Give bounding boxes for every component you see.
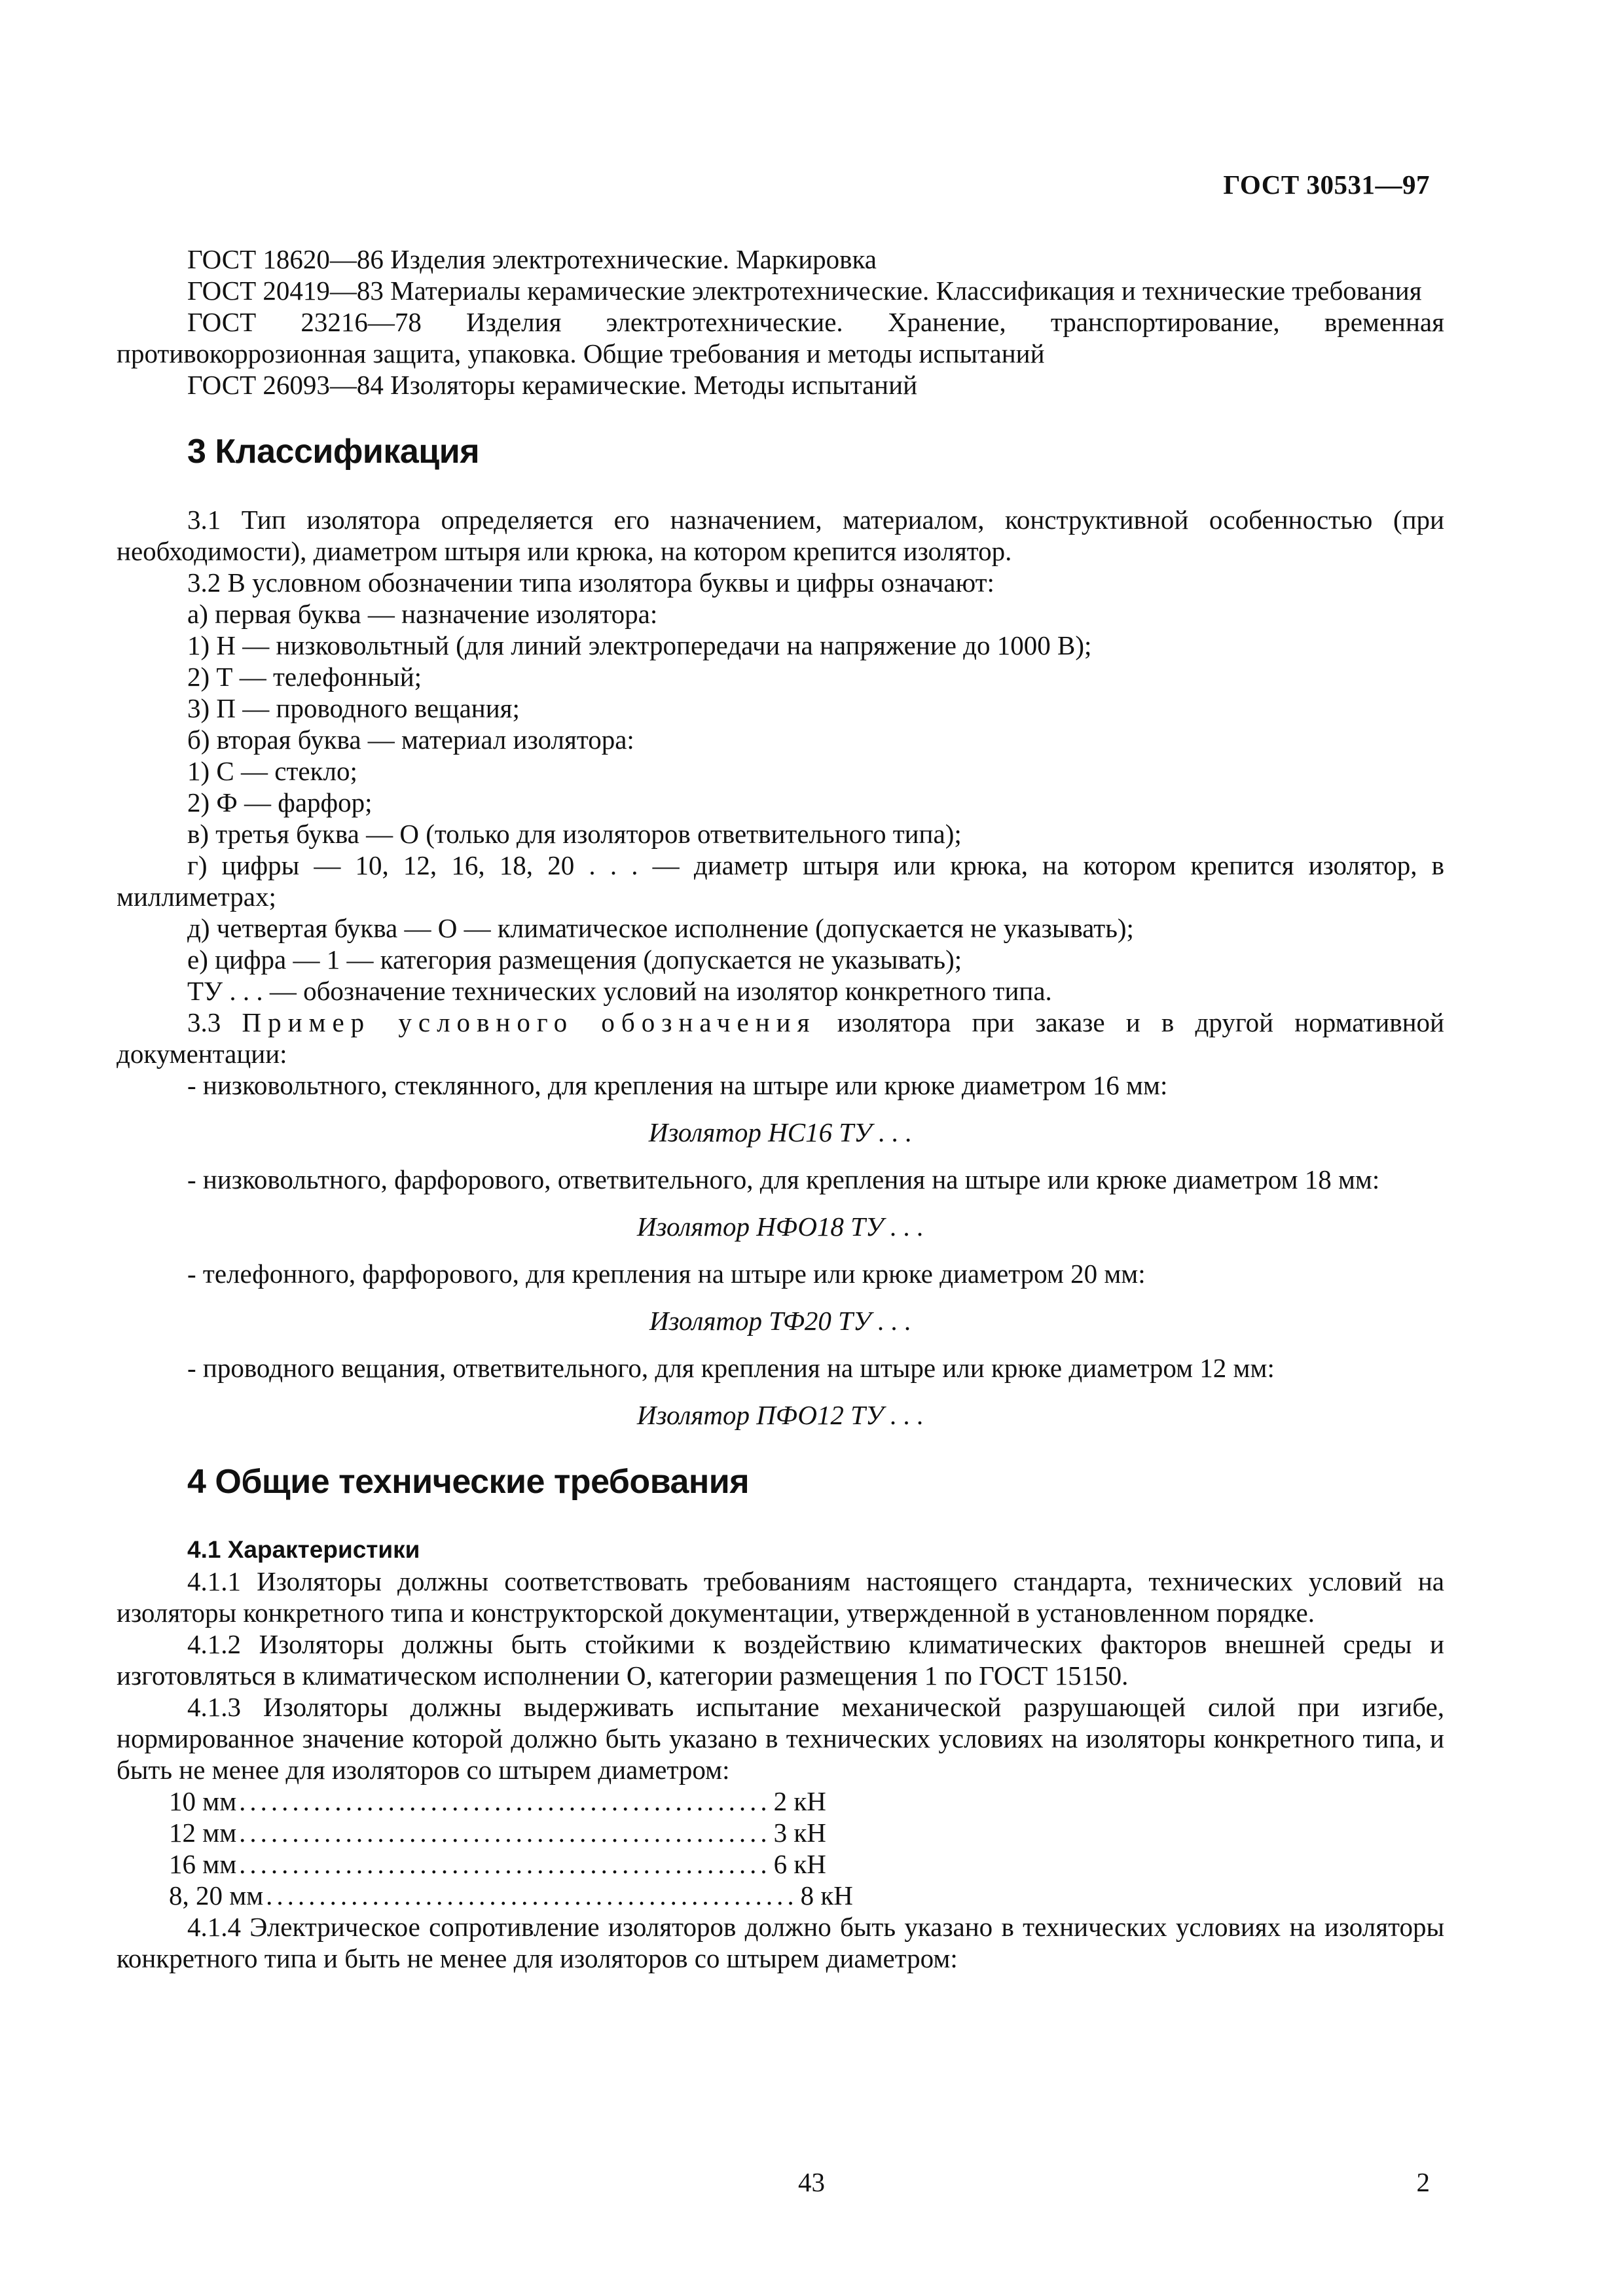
section-3-title: 3 Классификация [187,433,480,471]
doc-header: ГОСТ 30531—97 [1223,170,1430,200]
list-line: е) цифра — 1 — категория размещения (допускается не указывать); [187,944,962,975]
paragraph-4-1-3: 4.1.3 Изоляторы должны выдерживать испытание механической разрушающей силой при изгибе, нормированное значение которой должно быть указано в технических условиях на изоляторы конкретного типа, и быть не менее для изоляторов со штырем диаметром: [117,1692,1444,1785]
dot-leader: .................................................. [266,1880,798,1910]
force-list [117,1785,1444,1911]
list-line: 2) Ф — фарфор; [187,787,373,817]
subsection-4-1-title: 4.1 Характеристики [187,1536,420,1563]
list-line: г) цифры — 10, 12, 16, 18, 20 . . . — диаметр штыря или крюка, на котором крепится изолятор, в миллиметрах; [117,850,1444,912]
force-value: 6 кН [773,1849,826,1879]
paragraph-4-1-2: 4.1.2 Изоляторы должны быть стойкими к воздействию климатических факторов внешней среды и изготовляться в климатическом исполнении О, категории размещения 1 по ГОСТ 15150. [117,1629,1444,1691]
example-designation: Изолятор ПФО12 ТУ . . . [636,1400,924,1430]
force-row [169,1817,826,1848]
force-value: 3 кН [773,1818,826,1848]
page-number-center: 43 [798,2167,825,2197]
force-diameter: 8, 20 мм [169,1880,264,1910]
force-diameter: 16 мм [169,1849,237,1879]
dot-leader: .................................................. [239,1849,771,1879]
force-row [169,1785,826,1817]
force-row [169,1848,826,1880]
paragraph-4-1-1: 4.1.1 Изоляторы должны соответствовать требованиям настоящего стандарта, технических условий на изоляторы конкретного типа и конструкторской документации, утвержденной в установленном порядке. [117,1566,1444,1628]
example-description: - низковольтного, фарфорового, ответвительного, для крепления на штыре или крюке диаметром 18 мм: [187,1164,1380,1194]
reference-item: ГОСТ 18620—86 Изделия электротехнические. Маркировка [187,244,877,274]
list-line: в) третья буква — О (только для изоляторов ответвительного типа); [187,819,962,849]
example-description: - низковольтного, стеклянного, для крепления на штыре или крюке диаметром 16 мм: [187,1070,1168,1100]
force-value: 8 кН [800,1880,853,1910]
list-line: б) вторая буква — материал изолятора: [187,725,634,755]
document-body [117,243,1444,1974]
paragraph-3-3-text: изолятора при заказе и в другой нормативной документации: [117,1007,1444,1069]
paragraph-3-3-spaced-term: Пример условного обозначения [242,1007,816,1037]
reference-item: ГОСТ 26093—84 Изоляторы керамические. Методы испытаний [187,370,918,400]
paragraph-3-3-number: 3.3 [187,1007,221,1037]
list-line: ТУ . . . — обозначение технических условий на изолятор конкретного типа. [187,976,1052,1006]
dot-leader: .................................................. [239,1786,771,1816]
page-number-right: 2 [1416,2167,1430,2197]
reference-item: ГОСТ 23216—78 Изделия электротехнические. Хранение, транспортирование, временная противокоррозионная защита, упаковка. Общие требования и методы испытаний [117,307,1444,368]
force-diameter: 12 мм [169,1818,237,1848]
example-description: - телефонного, фарфорового, для крепления на штыре или крюке диаметром 20 мм: [187,1259,1146,1289]
references-list [117,243,1444,401]
force-value: 2 кН [773,1786,826,1816]
list-line: д) четвертая буква — О — климатическое исполнение (допускается не указывать); [187,913,1134,943]
dot-leader: .................................................. [239,1818,771,1848]
example-designation: Изолятор НФО18 ТУ . . . [636,1211,924,1242]
list-line: 2) Т — телефонный; [187,662,422,692]
example-designation: Изолятор ТФ20 ТУ . . . [649,1306,912,1336]
example-designation: Изолятор НС16 ТУ . . . [648,1117,913,1147]
paragraph-3-2: 3.2 В условном обозначении типа изолятора буквы и цифры означают: [187,567,994,598]
paragraph-3-3 [117,1007,1444,1069]
reference-item: ГОСТ 20419—83 Материалы керамические электротехнические. Классификация и технические требования [187,276,1422,306]
paragraph-4-1-4: 4.1.4 Электрическое сопротивление изоляторов должно быть указано в технических условиях на изоляторы конкретного типа и быть не менее для изоляторов со штырем диаметром: [117,1912,1444,1973]
paragraph-3-1: 3.1 Тип изолятора определяется его назначением, материалом, конструктивной особенностью (при необходимости), диаметром штыря или крюка, на котором крепится изолятор. [117,505,1444,566]
list-line: 1) Н — низковольтный (для линий электропередачи на напряжение до 1000 В); [187,630,1092,660]
list-line: 3) П — проводного вещания; [187,693,520,723]
example-description: - проводного вещания, ответвительного, для крепления на штыре или крюке диаметром 12 мм: [187,1353,1275,1383]
section-4-title: 4 Общие технические требования [187,1463,750,1501]
force-row [169,1880,853,1911]
list-line: 1) С — стекло; [187,756,357,786]
list-line: а) первая буква — назначение изолятора: [187,599,658,629]
force-diameter: 10 мм [169,1786,237,1816]
